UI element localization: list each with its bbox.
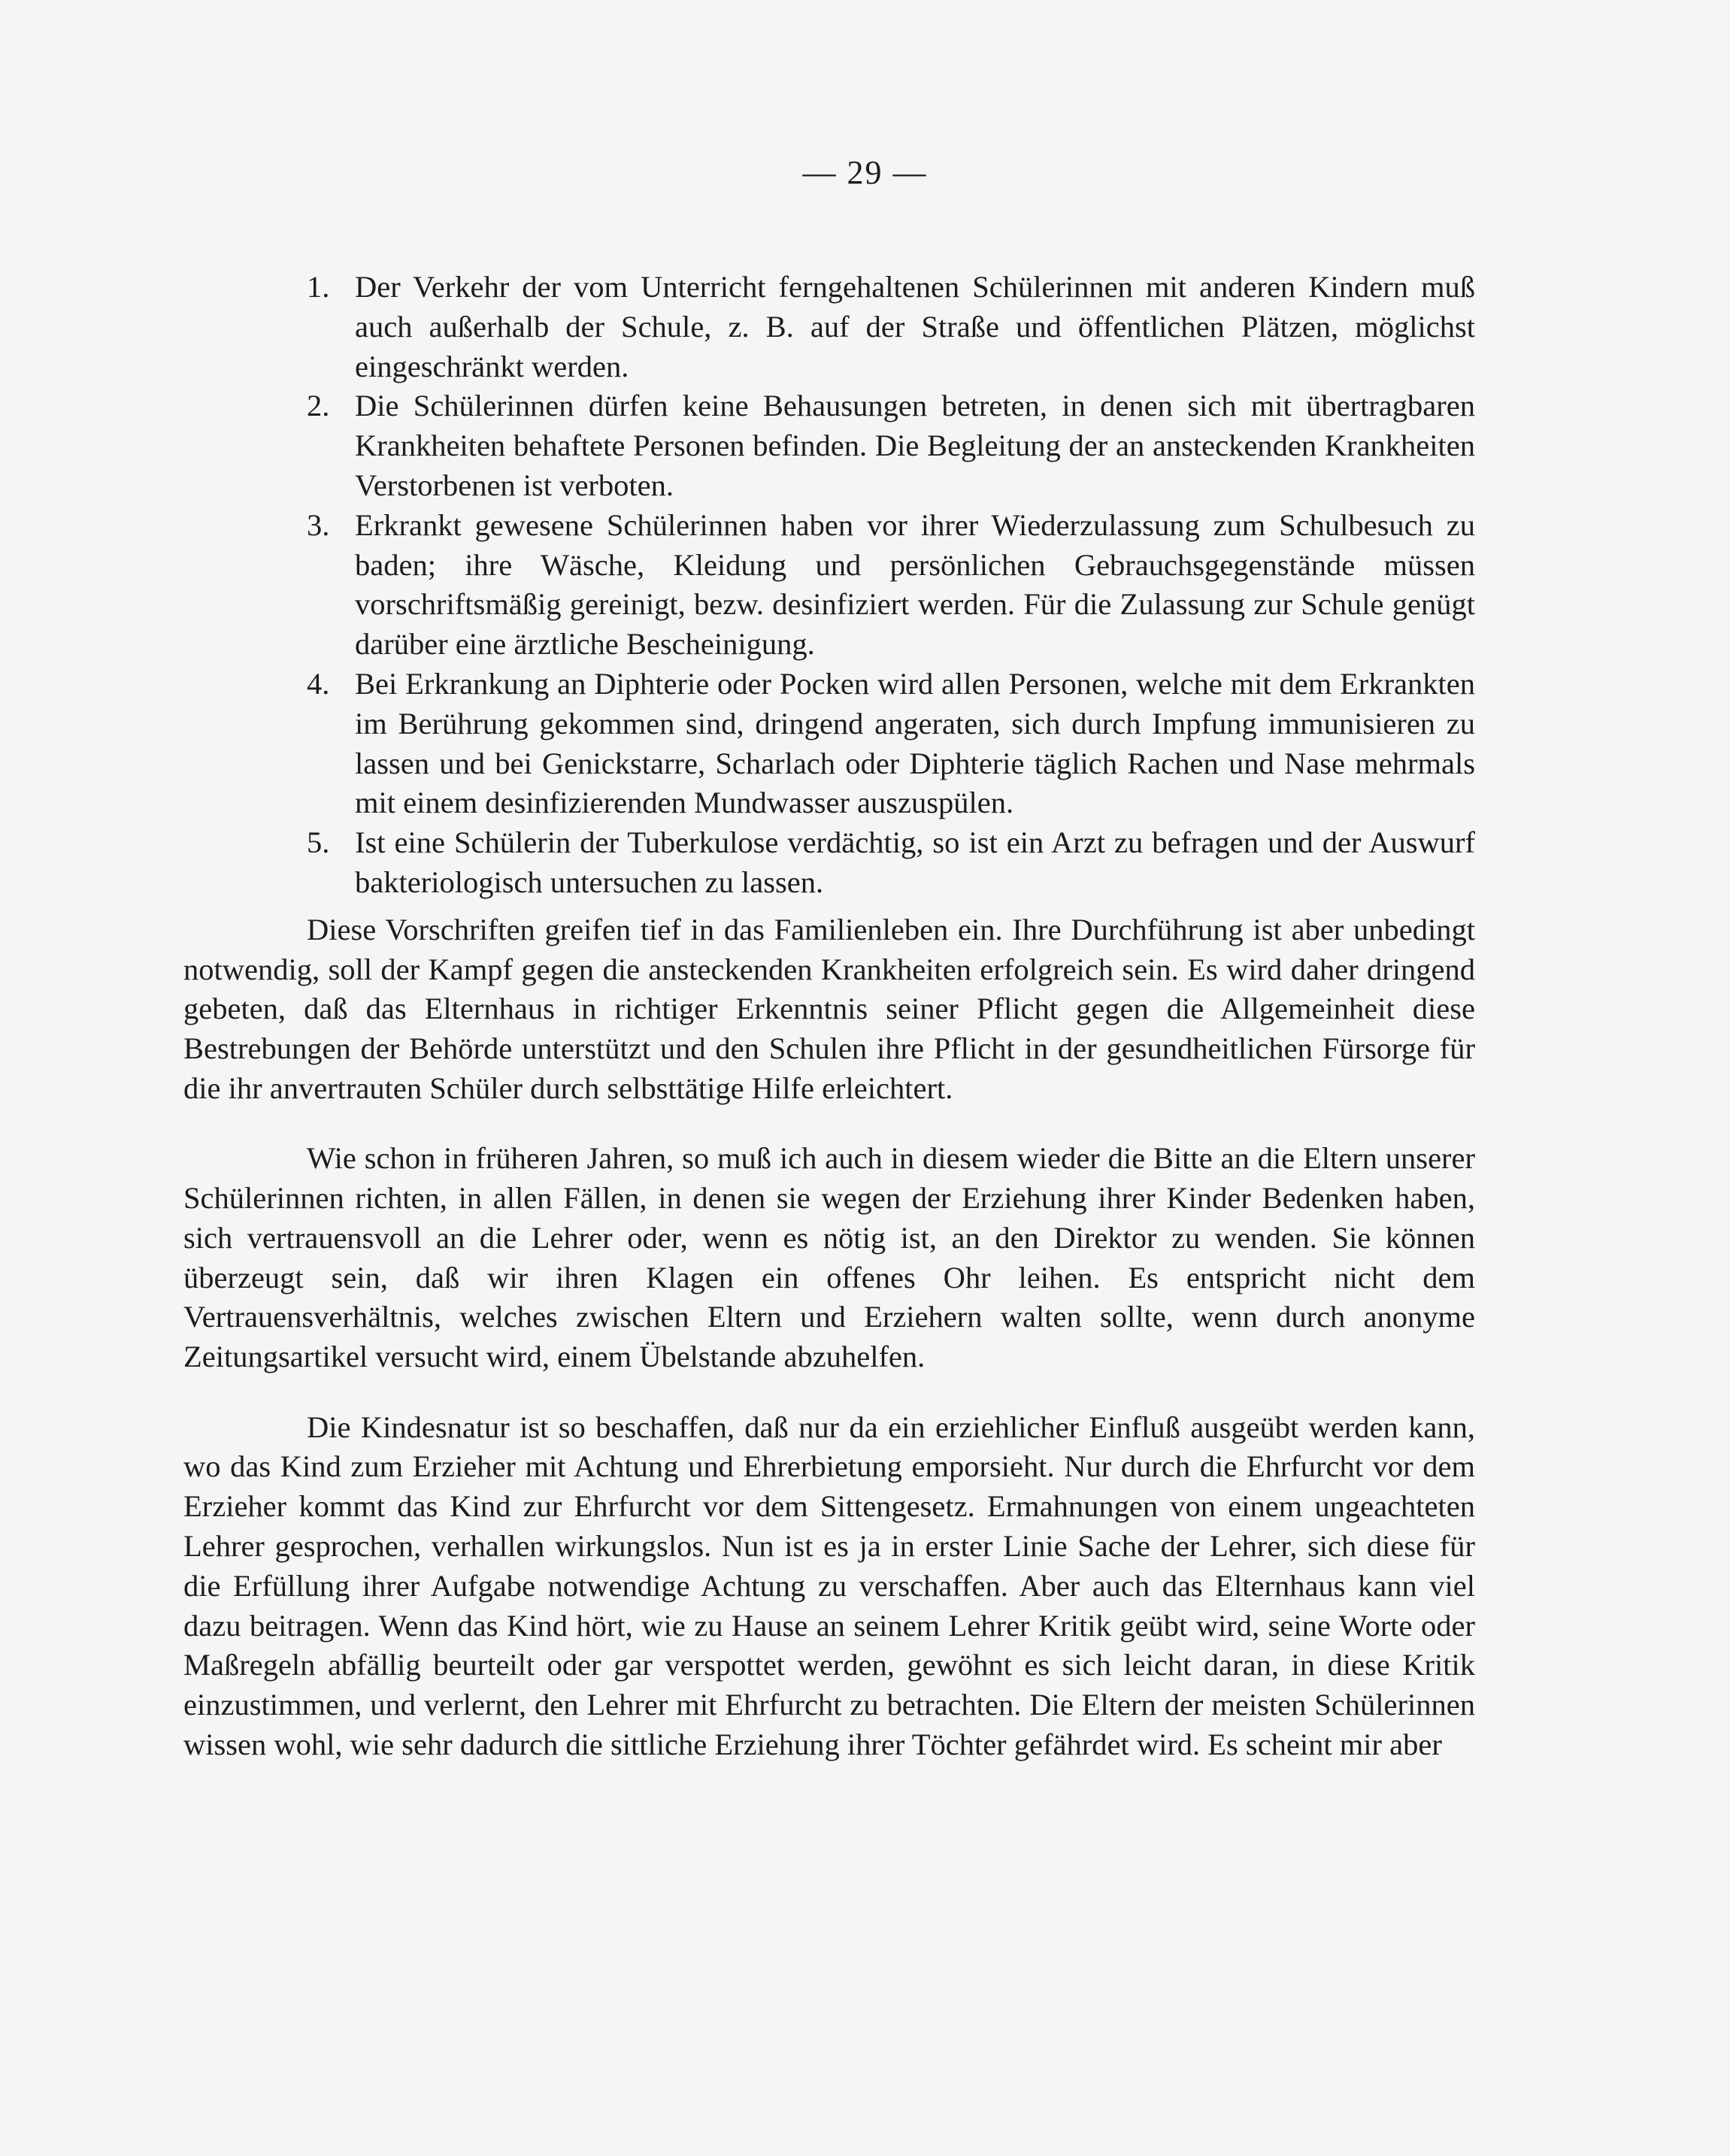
list-item-text: Erkrankt gewesene Schülerinnen haben vor ihrer Wiederzulassung zum Schulbesuch zu baden; ihre Wäsche, Kleidung und persönlichen Gebrauchsgegenstände müssen vorschriftsmäßig gereinigt, bezw. desinfiziert werden. Für die Zulassung zur Schule genügt darüber eine ärztliche Bescheinigung.	[355, 507, 1475, 662]
list-item-number: 1.	[307, 270, 330, 304]
list-item	[183, 665, 1475, 823]
list-item-text: Die Schülerinnen dürfen keine Behausungen betreten, in denen sich mit übertragbaren Krankheiten behaftete Personen befinden. Die Begleitung der an ansteckenden Krankheiten Verstorbenen ist verboten.	[355, 389, 1475, 502]
list-item	[183, 386, 1475, 505]
paragraph-regulations: Diese Vorschriften greifen tief in das Familienleben ein. Ihre Durchführung ist aber unbedingt notwendig, soll der Kampf gegen die ansteckenden Krankheiten erfolgreich sein. Es wird daher dringend gebeten, daß das Elternhaus in richtiger Erkenntnis seiner Pflicht gegen die Allgemeinheit diese Bestrebungen der Behörde unterstützt und den Schulen ihre Pflicht in der gesundheitlichen Fürsorge für die ihr anvertrauten Schüler durch selbsttätige Hilfe erleichtert.	[183, 912, 1475, 1105]
paragraph-respect: Die Kindesnatur ist so beschaffen, daß nur da ein erziehlicher Einfluß ausgeübt werden kann, wo das Kind zum Erzieher mit Achtung und Ehrerbietung emporsieht. Nur durch die Ehrfurcht vor dem Erzieher kommt das Kind zur Ehrfurcht vor dem Sittengesetz. Ermahnungen von einem ungeachteten Lehrer gesprochen, verhallen wirkungslos. Nun ist es ja in erster Linie Sache der Lehrer, sich diese für die Erfüllung ihrer Aufgabe notwendige Achtung zu verschaffen. Aber auch das Elternhaus kann viel dazu beitragen. Wenn das Kind hört, wie zu Hause an seinem Lehrer Kritik geübt wird, seine Worte oder Maßregeln abfällig beurteilt oder gar verspottet werden, gewöhnt es sich leicht daran, in diese Kritik einzustimmen, und verlernt, den Lehrer mit Ehrfurcht zu betrachten. Die Eltern der meisten Schülerinnen wissen wohl, wie sehr dadurch die sittliche Erziehung ihrer Töchter gefährdet wird. Es scheint mir aber	[183, 1410, 1475, 1761]
list-item-number: 2.	[307, 389, 330, 423]
page-number: — 29 —	[802, 154, 928, 191]
list-item-number: 4.	[307, 666, 330, 701]
list-item	[183, 268, 1475, 386]
list-item-number: 5.	[307, 825, 330, 860]
body-text	[183, 268, 1475, 1795]
regulation-list	[183, 268, 1475, 903]
list-item	[183, 823, 1475, 903]
list-item-number: 3.	[307, 507, 330, 542]
list-item-text: Ist eine Schülerin der Tuberkulose verdächtig, so ist ein Arzt zu befragen und der Auswurf bakteriologisch untersuchen zu lassen.	[355, 825, 1475, 899]
list-item-text: Der Verkehr der vom Unterricht ferngehaltenen Schülerinnen mit anderen Kindern muß auch außerhalb der Schule, z. B. auf der Straße und öffentlichen Plätzen, möglichst eingeschränkt werden.	[355, 270, 1475, 383]
paragraph-parents-request: Wie schon in früheren Jahren, so muß ich auch in diesem wieder die Bitte an die Eltern unserer Schülerinnen richten, in allen Fällen, in denen sie wegen der Erziehung ihrer Kinder Bedenken haben, sich vertrauensvoll an die Lehrer oder, wenn es nötig ist, an den Direktor zu wenden. Sie können überzeugt sein, daß wir ihren Klagen ein offenes Ohr leihen. Es entspricht nicht dem Vertrauensverhältnis, welches zwischen Eltern und Erziehern walten sollte, wenn durch anonyme Zeitungsartikel versucht wird, einem Übelstande abzuhelfen.	[183, 1141, 1475, 1374]
list-item-text: Bei Erkrankung an Diphterie oder Pocken wird allen Personen, welche mit dem Erkrankten im Berührung gekommen sind, dringend angeraten, sich durch Impfung immunisieren zu lassen und bei Genickstarre, Scharlach oder Diphterie täglich Rachen und Nase mehrmals mit einem desinfizierenden Mundwasser auszuspülen.	[355, 666, 1475, 820]
list-item	[183, 506, 1475, 665]
